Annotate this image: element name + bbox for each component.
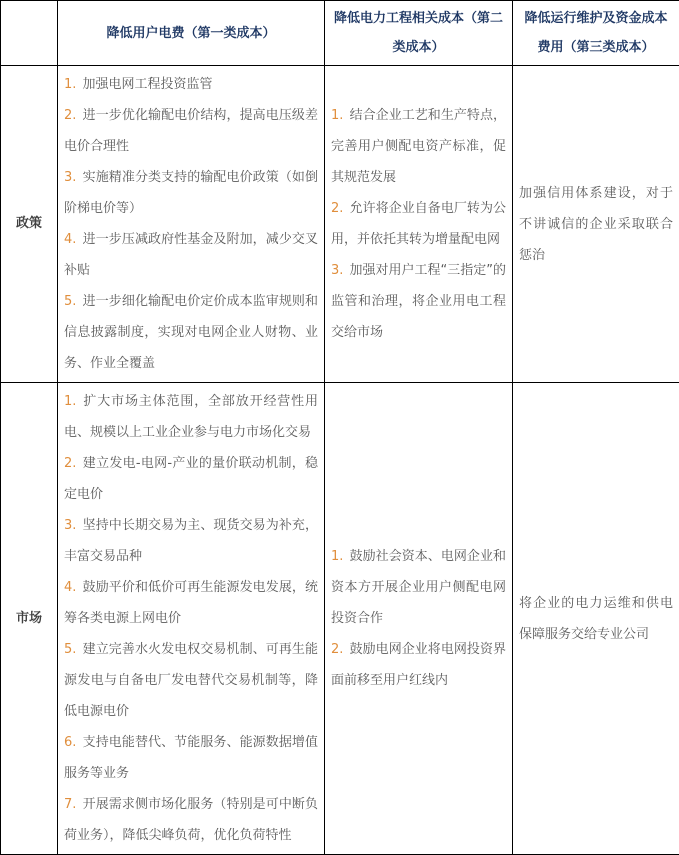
item-text: 结合企业工艺和生产特点，完善用户侧配电资产标准，促其规范发展 <box>331 108 506 185</box>
header-cost1-cell: 降低用户电费（第一类成本） <box>58 1 325 66</box>
market-cost1-cell <box>58 383 325 855</box>
list-item <box>64 789 318 851</box>
item-text: 鼓励社会资本、电网企业和资本方开展企业用户侧配电网投资合作 <box>331 549 506 626</box>
item-number: 2. <box>64 108 76 123</box>
item-number: 2. <box>331 642 343 657</box>
market-cost3-cell: 将企业的电力运维和供电保障服务交给专业公司 <box>513 383 679 855</box>
list-item <box>64 69 318 100</box>
item-text: 进一步细化输配电价定价成本监审规则和信息披露制度，实现对电网企业人财物、业务、作业全覆盖 <box>64 294 318 371</box>
item-text: 支持电能替代、节能服务、能源数据增值服务等业务 <box>64 735 318 781</box>
list-item <box>64 572 318 634</box>
list-item <box>64 224 318 286</box>
header-cost3-cell: 降低运行维护及资金成本费用（第三类成本） <box>513 1 679 66</box>
item-text: 建立完善水火发电权交易机制、可再生能源发电与自备电厂发电替代交易机制等，降低电源电价 <box>64 642 318 719</box>
item-number: 2. <box>64 456 76 471</box>
policy-row-label: 政策 <box>1 66 58 383</box>
item-number: 4. <box>64 232 76 247</box>
list-item <box>64 448 318 510</box>
list-item <box>64 286 318 379</box>
item-number: 5. <box>64 642 76 657</box>
item-text: 允许将企业自备电厂转为公用，并依托其转为增量配电网 <box>331 201 506 247</box>
market-row <box>1 383 679 855</box>
list-item <box>331 100 506 193</box>
item-text: 鼓励电网企业将电网投资界面前移至用户红线内 <box>331 642 506 688</box>
item-number: 1. <box>64 394 76 409</box>
item-number: 1. <box>331 549 343 564</box>
list-item <box>64 727 318 789</box>
market-cost2-cell <box>325 383 513 855</box>
item-text: 进一步优化输配电价结构，提高电压级差电价合理性 <box>64 108 318 154</box>
item-text: 实施精准分类支持的输配电价政策（如倒阶梯电价等） <box>64 170 318 216</box>
item-text: 扩大市场主体范围，全部放开经营性用电、规模以上工业企业参与电力市场化交易 <box>64 394 318 440</box>
policy-cost2-cell <box>325 66 513 383</box>
header-row <box>1 1 679 66</box>
item-number: 1. <box>331 108 343 123</box>
item-number: 6. <box>64 735 76 750</box>
item-text: 坚持中长期交易为主、现货交易为补充，丰富交易品种 <box>64 518 318 564</box>
item-number: 3. <box>64 170 76 185</box>
list-item <box>64 634 318 727</box>
item-number: 1. <box>64 77 76 92</box>
item-text: 鼓励平价和低价可再生能源发电发展，统筹各类电源上网电价 <box>64 580 318 626</box>
item-number: 2. <box>331 201 343 216</box>
market-row-label: 市场 <box>1 383 58 855</box>
list-item <box>64 100 318 162</box>
list-item <box>64 386 318 448</box>
list-item <box>64 162 318 224</box>
header-corner-cell <box>1 1 58 66</box>
item-text: 开展需求侧市场化服务（特别是可中断负荷业务），降低尖峰负荷，优化负荷特性 <box>64 797 318 843</box>
list-item <box>331 541 506 634</box>
item-text: 加强电网工程投资监管 <box>78 77 212 92</box>
item-text: 加强对用户工程“三指定”的监管和治理，将企业用电工程交给市场 <box>331 263 506 340</box>
list-item <box>64 510 318 572</box>
policy-cost3-cell: 加强信用体系建设，对于不讲诚信的企业采取联合惩治 <box>513 66 679 383</box>
item-number: 7. <box>64 797 76 812</box>
list-item <box>331 634 506 696</box>
header-cost2-cell: 降低电力工程相关成本（第二类成本） <box>325 1 513 66</box>
item-text: 进一步压减政府性基金及附加，减少交叉补贴 <box>64 232 318 278</box>
item-number: 4. <box>64 580 76 595</box>
list-item <box>331 255 506 348</box>
item-number: 3. <box>331 263 343 278</box>
item-number: 5. <box>64 294 76 309</box>
policy-cost1-cell <box>58 66 325 383</box>
list-item <box>331 193 506 255</box>
item-text: 建立发电-电网-产业的量价联动机制，稳定电价 <box>64 456 318 502</box>
policy-row <box>1 66 679 383</box>
item-number: 3. <box>64 518 76 533</box>
